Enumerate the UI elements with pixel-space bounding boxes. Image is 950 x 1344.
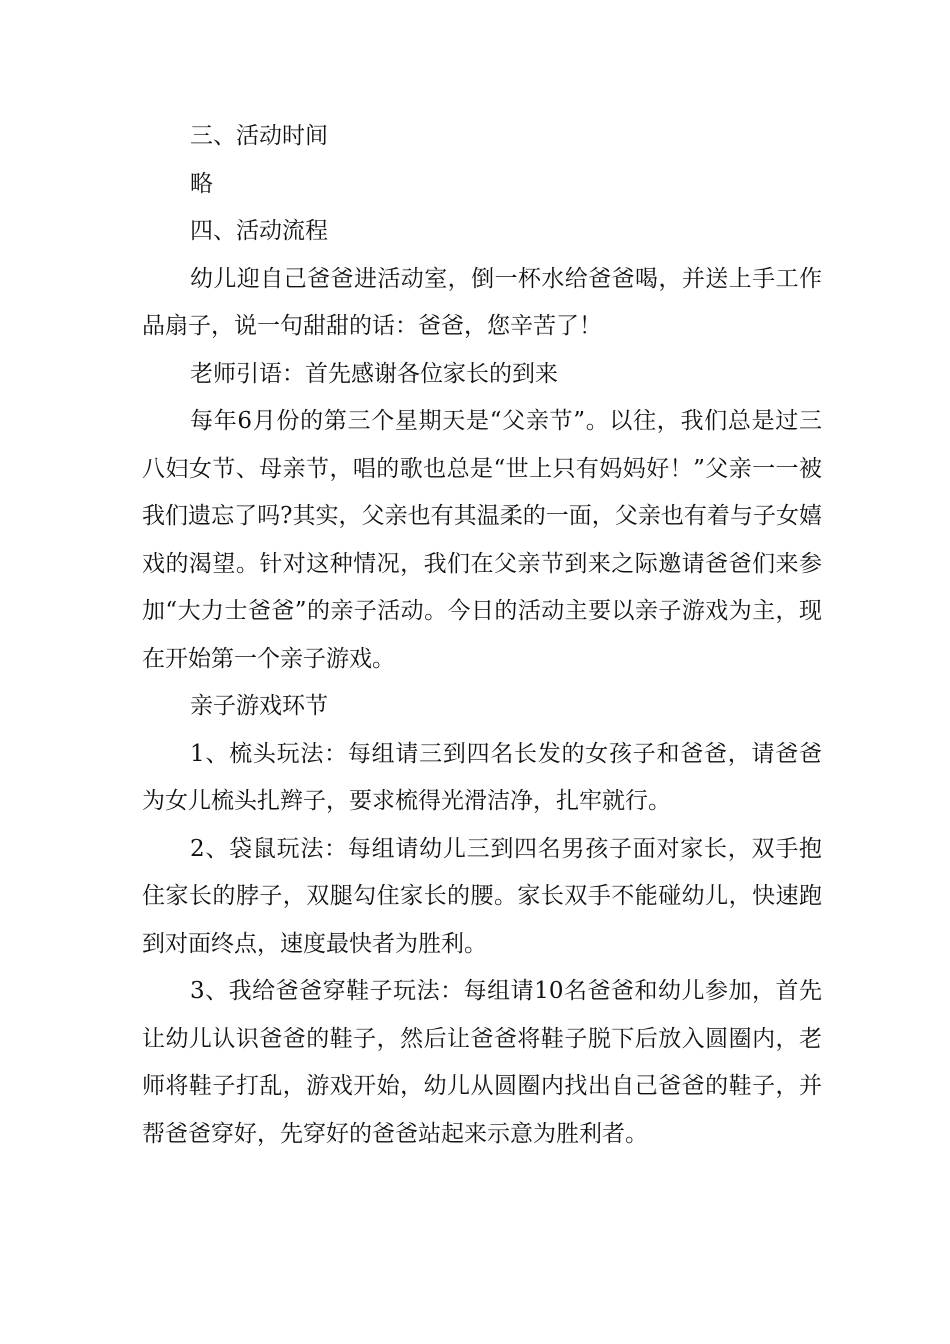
section-heading-activity-time: 三、活动时间 xyxy=(190,123,328,149)
paragraph-game-kangaroo: 2、袋鼠玩法：每组请幼儿三到四名男孩子面对家长，双手抱住家长的脖子，双腿勾住家长的腰。家长双手不能碰幼儿，快速跑到对面终点，速度最快者为胜利。 xyxy=(142,835,822,957)
paragraph-game-shoes: 3、我给爸爸穿鞋子玩法：每组请10名爸爸和幼儿参加，首先让幼儿认识爸爸的鞋子，然后让爸爸将鞋子脱下后放入圆圈内，老师将鞋子打乱，游戏开始，幼儿从圆圈内找出自己爸爸的鞋子，并帮爸爸穿好，先穿好的爸爸站起来示意为胜利者。 xyxy=(142,978,822,1147)
paragraph-teacher-intro: 老师引语：首先感谢各位家长的到来 xyxy=(190,360,558,387)
paragraph-fathers-day: 每年6月份的第三个星期天是“父亲节”。以往，我们总是过三八妇女节、母亲节，唱的歌也总是“世上只有妈妈好！”父亲一一被我们遗忘了吗?其实，父亲也有其温柔的一面，父亲也有着与子女嬉戏的渴望。针对这种情况，我们在父亲节到来之际邀请爸爸们来参加“大力士爸爸”的亲子活动。今日的活动主要以亲子游戏为主，现在开始第一个亲子游戏。 xyxy=(142,408,822,672)
document-body xyxy=(142,113,822,1158)
paragraph-welcome: 幼儿迎自己爸爸进活动室，倒一杯水给爸爸喝，并送上手工作品扇子，说一句甜甜的话：爸爸，您辛苦了！ xyxy=(142,265,822,339)
paragraph-omitted: 略 xyxy=(190,170,213,197)
paragraph-game-comb-hair: 1、梳头玩法：每组请三到四名长发的女孩子和爸爸，请爸爸为女儿梳头扎辫子，要求梳得光滑洁净，扎牢就行。 xyxy=(142,740,822,814)
section-heading-games: 亲子游戏环节 xyxy=(190,693,328,719)
section-heading-activity-flow: 四、活动流程 xyxy=(190,218,328,244)
